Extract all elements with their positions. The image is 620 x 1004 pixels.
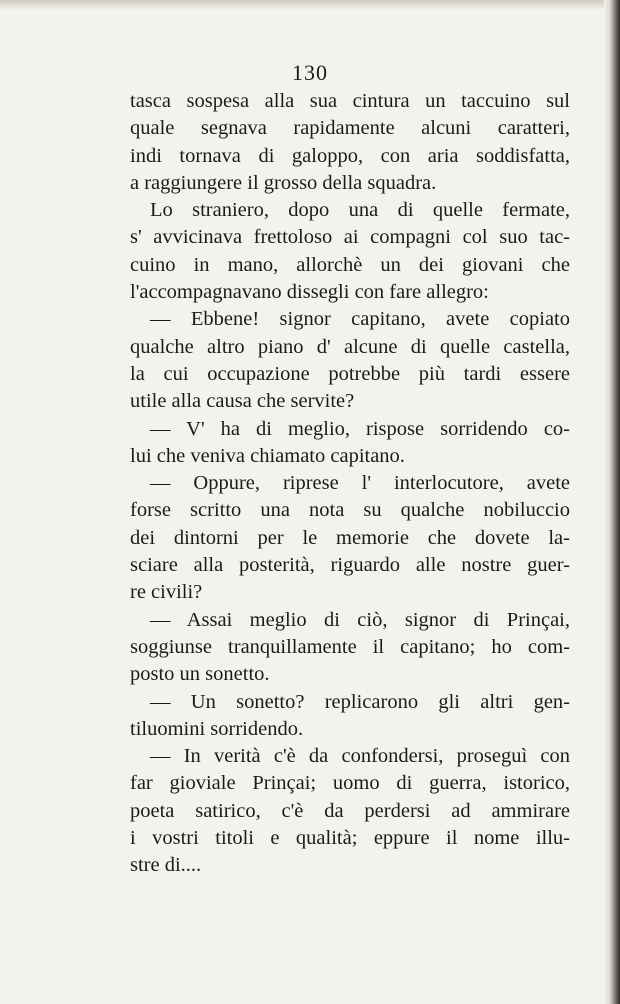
text-line: — Un sonetto? replicarono gli altri gen-	[150, 690, 570, 713]
text-line: — Assai meglio di ciò, signor di Prinçai,	[150, 608, 570, 631]
text-line: tasca sospesa alla sua cintura un taccuino sul	[130, 90, 570, 112]
text-line: a raggiungere il grosso della squadra.	[130, 171, 437, 194]
text-line: stre di....	[130, 854, 202, 877]
page-top-edge	[0, 0, 620, 10]
text-line: posto un sonetto.	[130, 663, 270, 686]
text-line: tiluomini sorridendo.	[130, 717, 304, 740]
text-line: — V' ha di meglio, rispose sorridendo co-	[150, 417, 570, 440]
body-text	[130, 88, 570, 880]
text-line: far gioviale Prinçai; uomo di guerra, istorico,	[130, 772, 570, 795]
text-line: l'accompagnavano dissegli con fare allegro:	[130, 281, 489, 304]
text-line: re civili?	[130, 581, 203, 604]
text-line: cuino in mano, allorchè un dei giovani che	[130, 253, 570, 276]
text-line: la cui occupazione potrebbe più tardi essere	[130, 362, 570, 385]
text-line: poeta satirico, c'è da perdersi ad ammirare	[130, 799, 570, 822]
page-right-edge	[604, 0, 620, 1004]
text-line: dei dintorni per le memorie che dovete la-	[130, 526, 570, 549]
text-line: forse scritto una nota su qualche nobiluccio	[130, 499, 570, 522]
text-line: s' avvicinava frettoloso ai compagni col suo tac-	[130, 226, 570, 249]
text-line: — Oppure, riprese l' interlocutore, avete	[150, 472, 570, 495]
text-line: i vostri titoli e qualità; eppure il nome illu-	[130, 827, 570, 850]
page-number: 130	[292, 60, 328, 85]
text-line: Lo straniero, dopo una di quelle fermate,	[150, 199, 570, 222]
text-line: qualche altro piano d' alcune di quelle castella,	[130, 335, 570, 358]
text-line: lui che veniva chiamato capitano.	[130, 444, 405, 467]
text-line: utile alla causa che servite?	[130, 390, 355, 413]
text-line: indi tornava di galoppo, con aria soddisfatta,	[130, 144, 570, 167]
text-line: sciare alla posterità, riguardo alle nostre guer-	[130, 554, 570, 577]
text-line: — In verità c'è da confondersi, proseguì con	[150, 745, 570, 768]
text-line: quale segnava rapidamente alcuni caratteri,	[130, 117, 570, 140]
text-line: soggiunse tranquillamente il capitano; ho com-	[130, 635, 570, 658]
text-line: — Ebbene! signor capitano, avete copiato	[150, 308, 570, 331]
